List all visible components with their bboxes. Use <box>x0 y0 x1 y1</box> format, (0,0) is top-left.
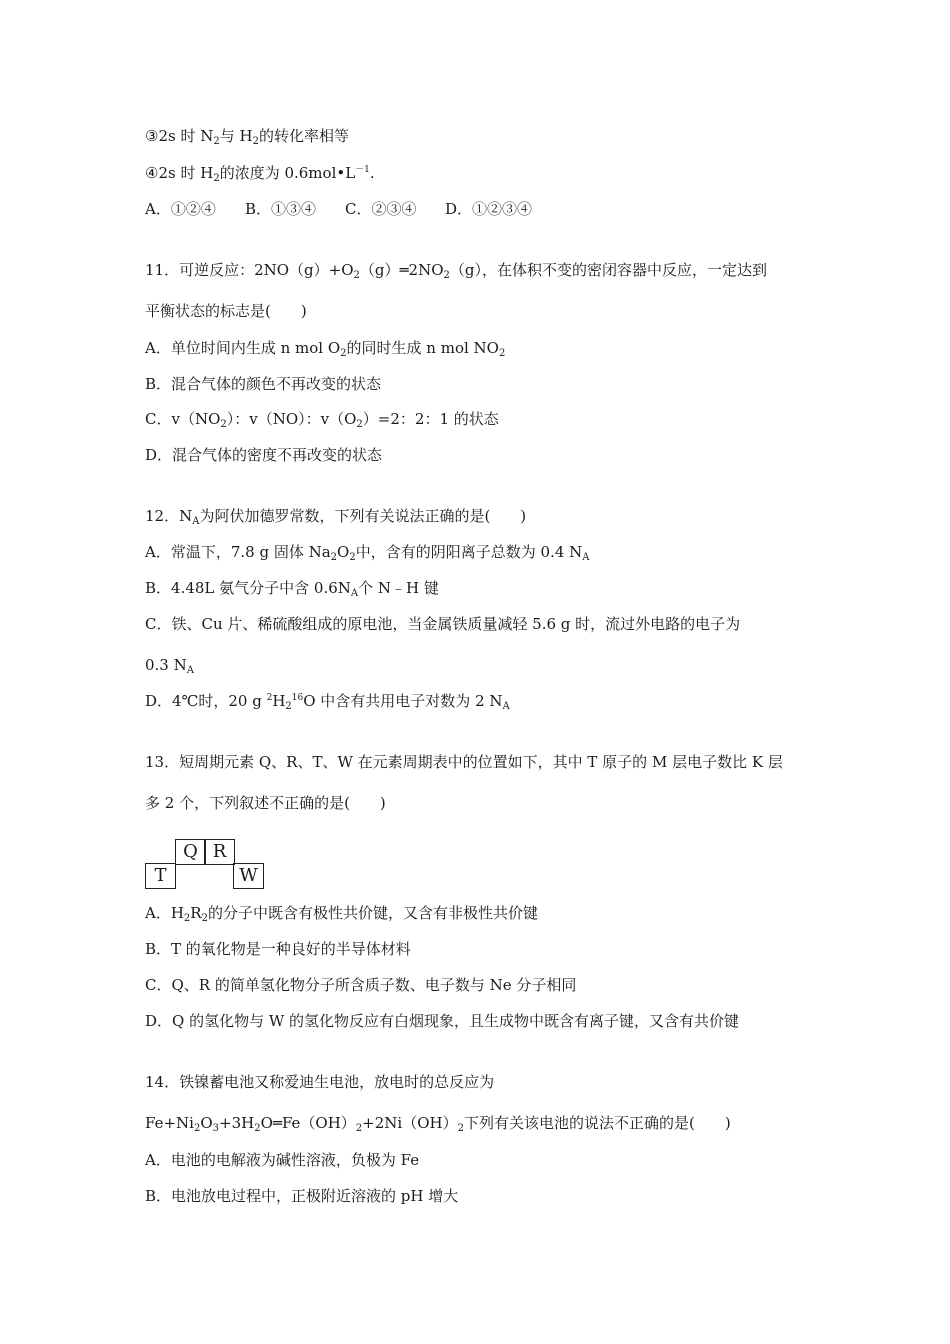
q10-option-d: D．①②③④ <box>445 200 533 218</box>
q13-option-b: B．T 的氧化物是一种良好的半导体材料 <box>145 940 411 958</box>
q13-option-d: D．Q 的氢化物与 W 的氢化物反应有白烟现象，且生成物中既含有离子键，又含有共价键 <box>145 1012 740 1030</box>
q14-option-a: A．电池的电解液为碱性溶液，负极为 Fe <box>145 1151 420 1169</box>
q12-option-c-line2: 0.3 $N_A$ <box>145 656 194 676</box>
q10-option-b: B．①③④ <box>245 200 317 218</box>
q10-item-3: ③2s 时 $N_2$与 $H_2$的转化率相等 <box>145 127 349 147</box>
q12-stem: 12．$N_A$为阿伏加德罗常数，下列有关说法正确的是( ) <box>145 507 527 527</box>
q14-stem: 14．铁镍蓄电池又称爱迪生电池，放电时的总反应为 <box>145 1073 495 1091</box>
q11-option-a: A．单位时间内生成 n mol $O_2$的同时生成 n mol $NO_2$ <box>145 339 506 359</box>
cell-w: W <box>233 863 264 889</box>
cell-r: R <box>204 839 235 865</box>
q14-option-b: B．电池放电过程中，正极附近溶液的 pH 增大 <box>145 1187 459 1205</box>
q10-options <box>145 199 532 219</box>
q14-equation: $Fe+Ni_2O_3+3H_2O═Fe(OH)_2+2Ni(OH)_2$下列有关该电池的说法不正确的是( ) <box>145 1114 731 1134</box>
q12-option-b: B．4.48L 氨气分子中含 $0.6N_A$个 N﹣H 键 <box>145 579 439 599</box>
cell-t: T <box>145 863 176 889</box>
q11-stem-line1: 11．可逆反应：$2NO(g)+O_2(g)═2NO_2(g)$，在体积不变的密闭容器中反应，一定达到 <box>145 261 767 281</box>
q13-option-a: A．$H_2R_2$的分子中既含有极性共价键，又含有非极性共价键 <box>145 904 538 924</box>
q12-option-c-line1: C．铁、Cu 片、稀硫酸组成的原电池，当金属铁质量减轻 5.6 g 时，流过外电路的电子为 <box>145 615 741 633</box>
cell-q: Q <box>175 839 206 865</box>
q13-option-c: C．Q、R 的简单氢化物分子所含质子数、电子数与 Ne 分子相同 <box>145 976 577 994</box>
q10-option-a: A．①②④ <box>145 200 216 218</box>
q10-option-c: C．②③④ <box>345 200 417 218</box>
q12-option-d: D．4℃时，20 g $^2H_2^{16}O$ 中含有共用电子对数为 2 $N_A$ <box>145 692 510 712</box>
q13-stem-line2: 多 2 个，下列叙述不正确的是( ) <box>145 794 386 812</box>
q10-item-4: ④2s 时 $H_2$的浓度为 $0.6mol•L^{-1}$. <box>145 164 375 184</box>
q11-stem-line2: 平衡状态的标志是( ) <box>145 302 307 320</box>
q11-option-d: D．混合气体的密度不再改变的状态 <box>145 446 383 464</box>
q12-option-a: A．常温下，7.8 g 固体 $Na_2O_2$中，含有的阴阳离子总数为 0.4 $N_A$ <box>145 543 590 563</box>
q11-option-b: B．混合气体的颜色不再改变的状态 <box>145 375 382 393</box>
q13-stem-line1: 13．短周期元素 Q、R、T、W 在元素周期表中的位置如下，其中 T 原子的 M 层电子数比 K 层 <box>145 753 783 771</box>
q11-option-c: C．$v(NO_2)$：v（NO）：$v(O_2)=2$：2：1 的状态 <box>145 410 499 430</box>
